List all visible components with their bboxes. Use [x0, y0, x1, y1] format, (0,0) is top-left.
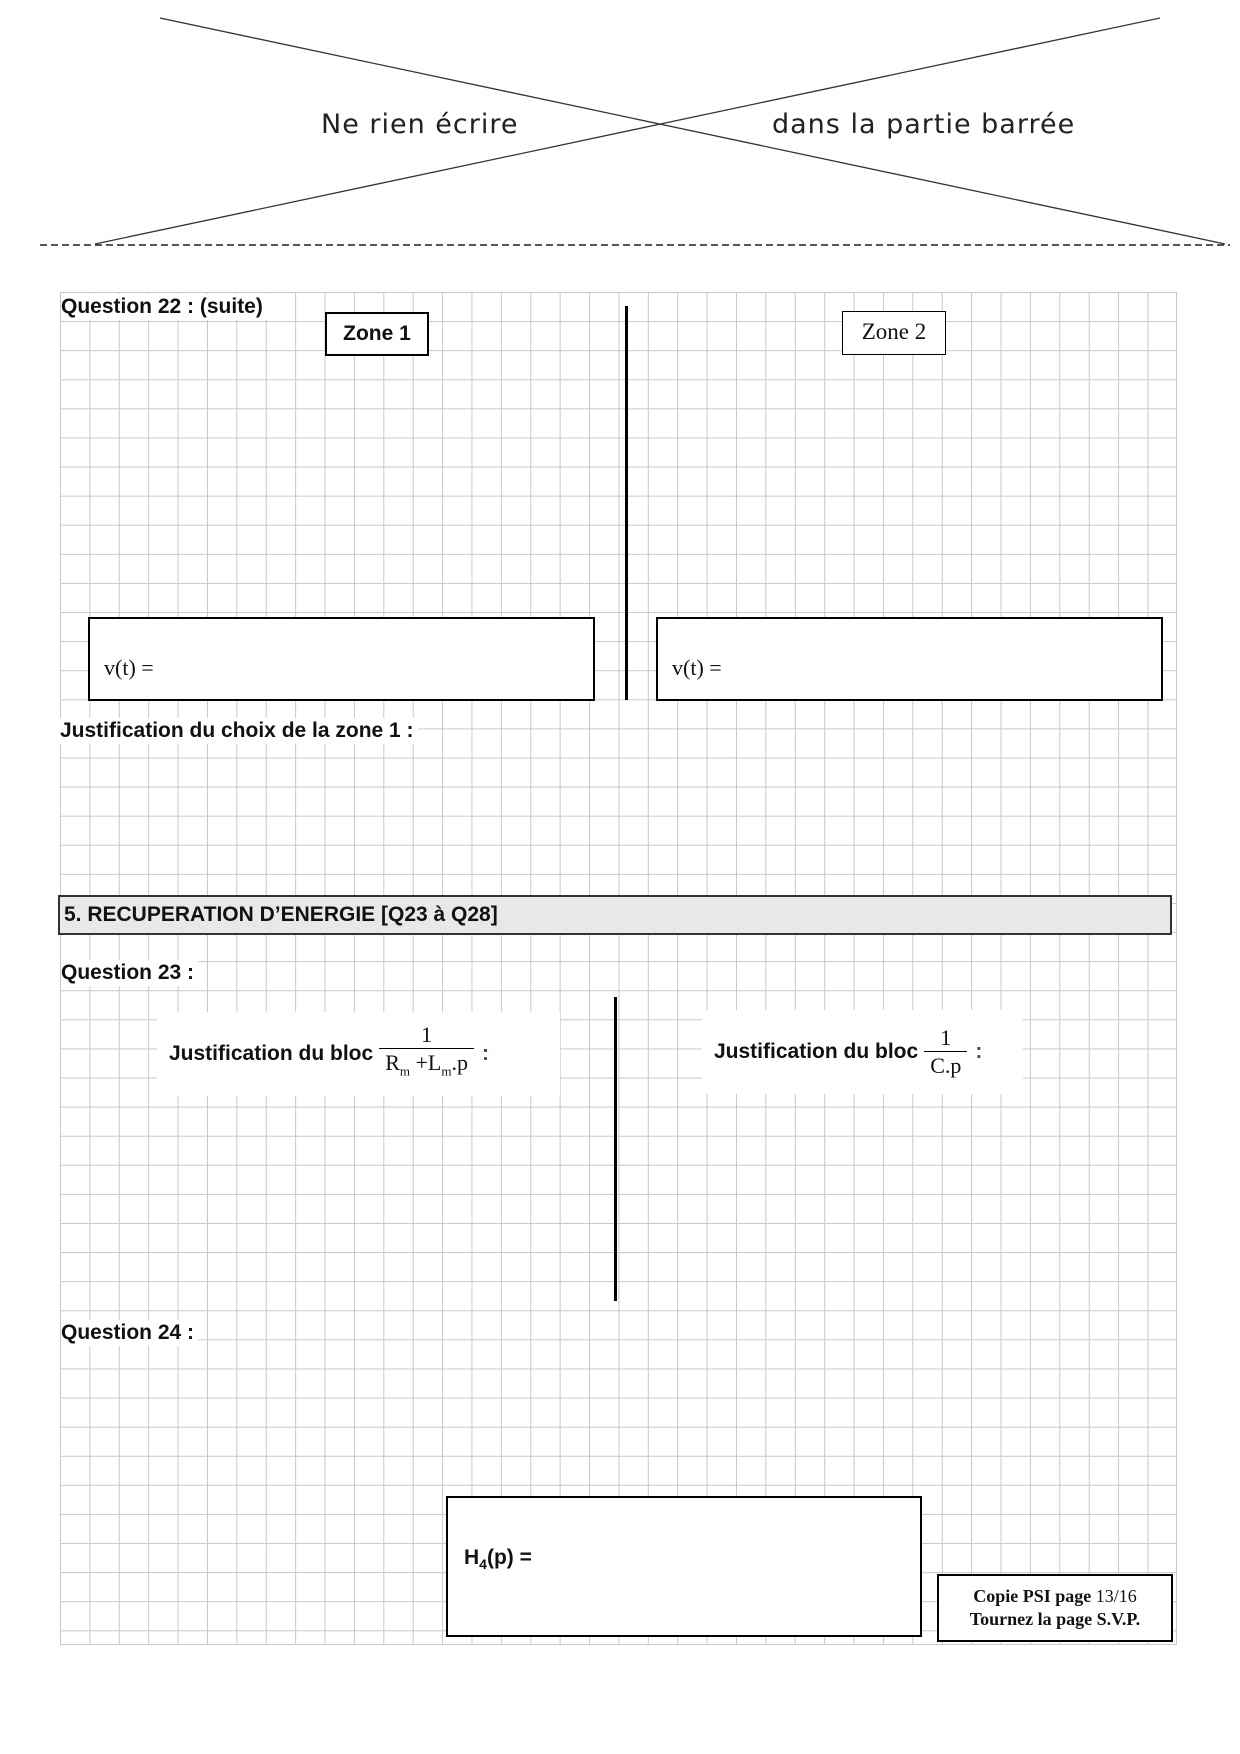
zone-1-text: Zone 1: [343, 322, 411, 345]
h4-label: $H_4(p)$ =: [464, 1546, 532, 1573]
h4-answer-box[interactable]: [446, 1496, 922, 1637]
footer-line-2: Tournez la page S.V.P.: [969, 1609, 1141, 1629]
v-left-answer-box[interactable]: [88, 617, 595, 701]
justification-zone-1: Justification du choix de la zone 1 :: [60, 718, 418, 744]
frac-right-numerator: 1: [940, 1024, 952, 1050]
colon-left: :: [481, 1042, 489, 1065]
footer-line-1: Copie PSI page 13/16: [973, 1586, 1137, 1606]
frac-left-numerator: 1: [421, 1022, 433, 1048]
frac-left-denominator: $R_m +L_m.p$: [379, 1048, 474, 1085]
crossed-left-text: Ne rien écrire: [321, 109, 519, 140]
v-right-label: v(t) =: [672, 655, 722, 680]
question-22-title: Question 22 : (suite): [61, 294, 267, 320]
zone-2-text: Zone 2: [861, 319, 927, 344]
page-footer: [937, 1574, 1173, 1642]
section-header: 5. RECUPERATION D’ENERGIE [Q23 à Q28]: [58, 895, 1172, 935]
justif-right-label: Justification du bloc: [714, 1040, 919, 1063]
zone-2-label: [842, 311, 946, 355]
frac-right-denominator: C.p: [924, 1051, 967, 1080]
v-right-answer-box[interactable]: [656, 617, 1163, 701]
justification-bloc-left: [157, 1012, 560, 1096]
justif-left-label: Justification du bloc: [169, 1042, 374, 1065]
justification-bloc-right: [702, 1010, 1023, 1094]
question-24-title: Question 24 :: [61, 1320, 198, 1346]
colon-right: :: [975, 1040, 983, 1063]
v-left-label: v(t) =: [104, 655, 154, 680]
q23-divider: [614, 997, 617, 1301]
zone-divider: [625, 306, 628, 700]
transfer-fraction-right: [924, 1025, 967, 1080]
zone-1-label: [325, 312, 429, 356]
transfer-fraction-left: [379, 1022, 474, 1085]
crossed-right-text: dans la partie barrée: [772, 109, 1076, 140]
answer-grid[interactable]: [60, 292, 1177, 1645]
question-23-title: Question 23 :: [61, 960, 198, 986]
